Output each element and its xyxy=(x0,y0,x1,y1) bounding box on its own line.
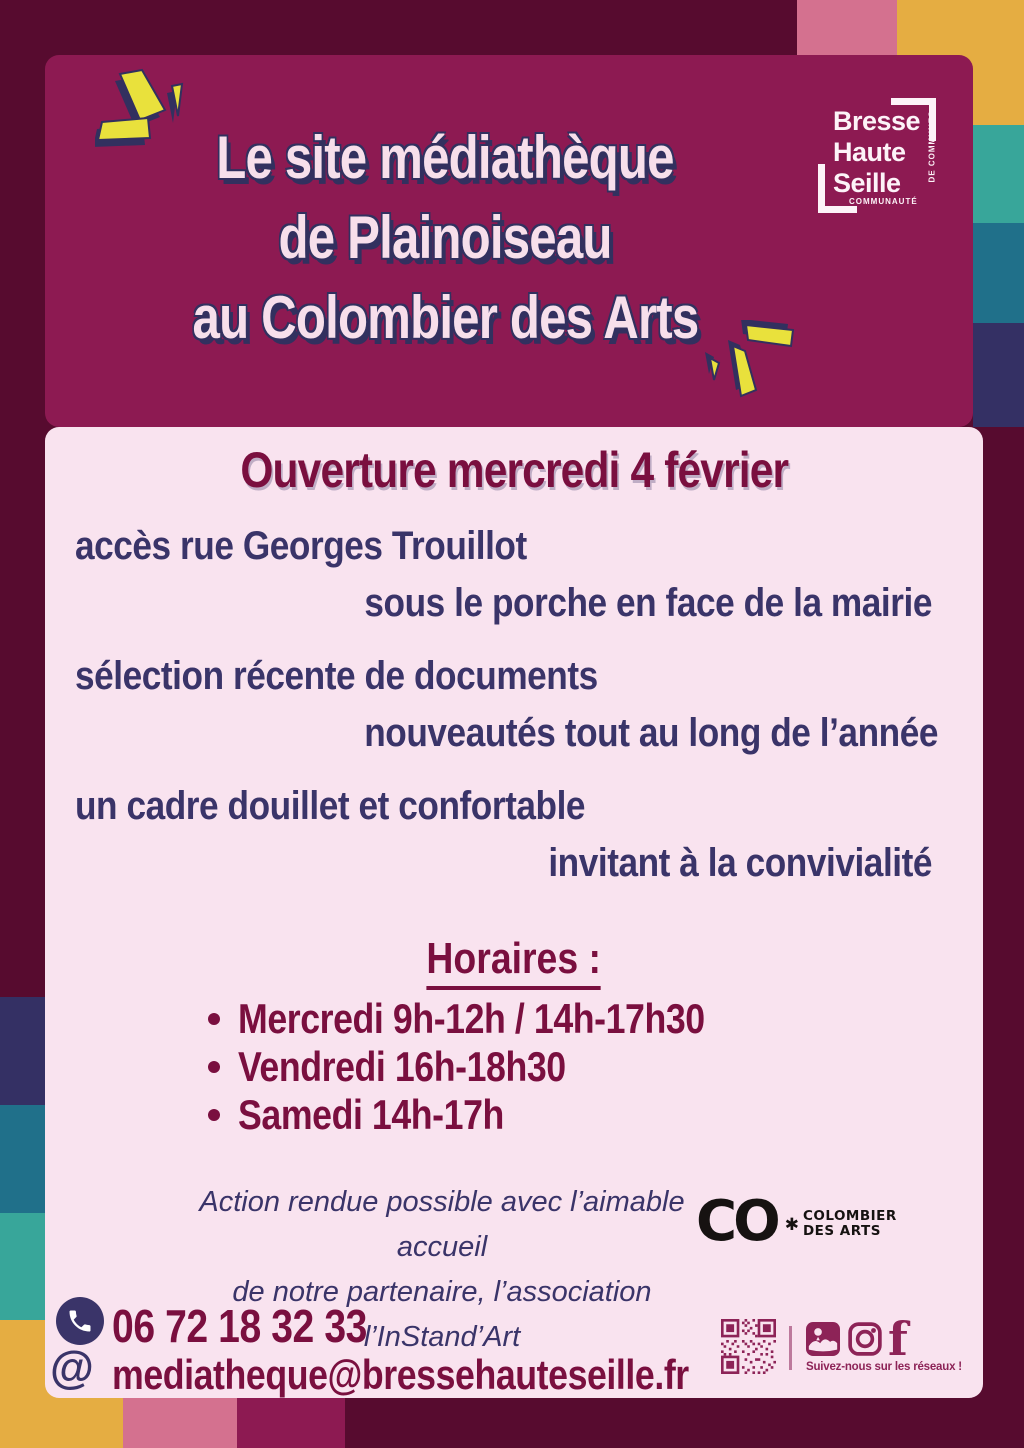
logo-wordmark: COLOMBIER DES ARTS xyxy=(802,1208,897,1239)
deco-block-darkteal-left xyxy=(0,1105,45,1213)
bresse-haute-seille-logo xyxy=(818,98,942,216)
logo-name-line: Seille xyxy=(833,168,901,198)
deco-block-darkteal-right xyxy=(973,223,1024,323)
info-line: sous le porche en face de la mairie xyxy=(364,581,932,625)
info-line: sélection récente de documents xyxy=(75,654,598,698)
at-icon: @ xyxy=(50,1342,94,1393)
partner-note-line: Action rendue possible avec l’aimable accueil xyxy=(199,1186,685,1263)
horaires-heading: Horaires : xyxy=(45,934,983,990)
info-line: nouveautés tout au long de l’année xyxy=(364,711,938,755)
asterisk-icon: ✱ xyxy=(784,1215,799,1234)
email-address[interactable]: mediatheque@bressehauteseille.fr xyxy=(112,1351,689,1398)
info-line: accès rue Georges Trouillot xyxy=(75,524,527,568)
logo-name-line: Bresse xyxy=(833,106,921,136)
qr-code[interactable] xyxy=(721,1319,776,1374)
info-line: invitant à la convivialité xyxy=(548,841,932,885)
horaires-list xyxy=(208,995,787,1139)
logo-subtitle-vertical: DE COMMUNES xyxy=(927,110,937,183)
deco-block-rose-bottom xyxy=(123,1398,237,1448)
facebook-icon[interactable]: f xyxy=(888,1312,908,1366)
intramuros-app-icon[interactable] xyxy=(806,1322,840,1356)
divider xyxy=(789,1326,792,1370)
list-item: Vendredi 16h-18h30 xyxy=(208,1043,787,1091)
partner-note-line: de notre partenaire, l’association l’InStand’Art xyxy=(232,1276,652,1353)
social-caption: Suivez-nous sur les réseaux ! xyxy=(806,1361,962,1373)
title-line-3: au Colombier des Arts xyxy=(192,284,698,351)
deco-block-navy-right xyxy=(973,323,1024,427)
instagram-icon[interactable] xyxy=(848,1322,882,1356)
deco-block-teal-right xyxy=(973,125,1024,223)
opening-heading xyxy=(45,441,983,499)
colombier-des-arts-logo xyxy=(696,1189,897,1254)
opening-heading-text: Ouverture mercredi 4 février xyxy=(240,442,788,498)
deco-block-teal-left xyxy=(0,1213,45,1320)
bullet-icon xyxy=(208,1013,220,1025)
list-item: Mercredi 9h-12h / 14h-17h30 xyxy=(208,995,787,1043)
phone-number[interactable]: 06 72 18 32 33 xyxy=(112,1300,367,1352)
phone-icon xyxy=(56,1297,104,1345)
deco-block-navy-left xyxy=(0,997,45,1105)
bullet-icon xyxy=(208,1061,220,1073)
burst-spark-icon xyxy=(698,320,798,402)
logo-name xyxy=(833,106,920,199)
title-line-1: Le site médiathèque xyxy=(216,124,674,191)
logo-subtitle: COMMUNAUTÉ xyxy=(849,197,918,206)
bullet-icon xyxy=(208,1109,220,1121)
list-item: Samedi 14h-17h xyxy=(208,1091,787,1139)
logo-name-line: Haute xyxy=(833,137,906,167)
deco-block-magenta-bottom xyxy=(237,1398,345,1448)
title-line-2: de Plainoiseau xyxy=(278,204,612,271)
logo-mark: CO xyxy=(696,1189,777,1254)
info-line: un cadre douillet et confortable xyxy=(75,784,586,828)
deco-block-rose-top xyxy=(797,0,897,55)
